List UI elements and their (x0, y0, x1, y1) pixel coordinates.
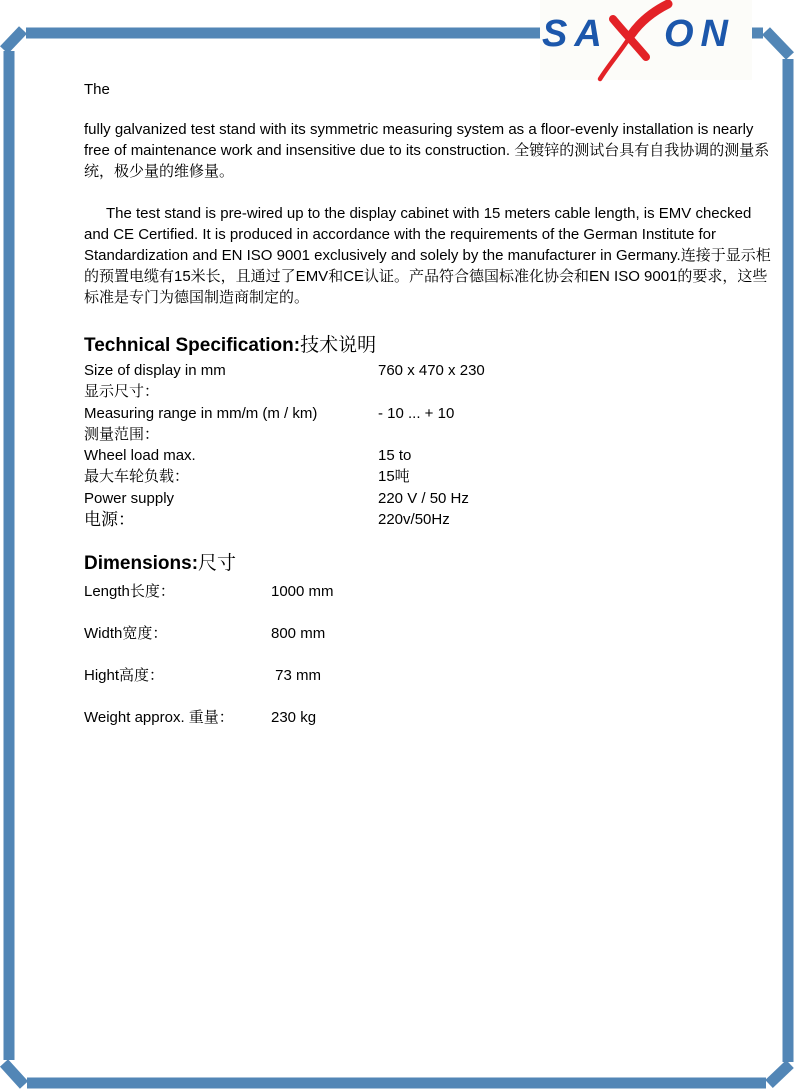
dimensions-table (84, 582, 584, 750)
dimensions-heading-en: Dimensions: (84, 553, 199, 574)
dimension-label: Length长度： (84, 583, 175, 600)
tech-spec-table (84, 360, 744, 530)
dimension-value: 230 kg (271, 709, 317, 726)
dimension-label: Weight approx. 重量： (84, 709, 234, 726)
dimension-label: Width宽度： (84, 625, 168, 642)
tech-spec-heading-zh: 技术说明 (300, 335, 377, 356)
paragraph-1: fully galvanized test stand with its symmetric measuring system as a floor-evenly installation is nearly free of maintenance work and insensitive due to its construction. 全镀锌的测试台具有自我协调的测量系统，极少量的维修量。 (84, 121, 770, 180)
table-row (84, 624, 584, 666)
table-row (84, 381, 744, 402)
table-row (84, 666, 584, 708)
spec-label: 电源： (84, 510, 135, 530)
table-row (84, 360, 744, 381)
dimension-value: 1000 mm (271, 583, 334, 600)
tech-spec-heading (84, 335, 376, 357)
dimensions-heading (84, 553, 236, 575)
spec-value: 15 to (378, 447, 412, 465)
spec-label: Wheel load max. (84, 447, 196, 465)
frame-corner-top-left (4, 30, 23, 50)
logo-letters-sa: SA (542, 13, 609, 55)
spec-value: 220v/50Hz (378, 511, 450, 529)
spec-label: Measuring range in mm/m (m / km) (84, 404, 318, 422)
spec-value (378, 381, 744, 402)
intro-word: The (84, 81, 110, 98)
frame-corner-bottom-right (769, 1064, 790, 1084)
frame-corner-bottom-left (4, 1063, 24, 1085)
dimension-value: 800 mm (271, 625, 326, 642)
spec-value: - 10 ... + 10 (378, 404, 455, 422)
logo-letters-on: ON (664, 13, 735, 55)
frame-corner-top-right (766, 31, 790, 56)
dimensions-heading-zh: 尺寸 (198, 553, 237, 574)
table-row (84, 403, 744, 424)
tech-spec-heading-en: Technical Specification: (84, 335, 301, 356)
dimension-label: Hight高度： (84, 667, 165, 684)
spec-label: 最大车轮负载： (84, 468, 190, 486)
paragraph-2: The test stand is pre-wired up to the display cabinet with 15 meters cable length, is EMV checked and CE Certified. It is produced in accordance with the requirements of the German Institute for Standardization and EN ISO 9001 exclusively and solely by the manufacturer in Germany.连接于显示柜的预置电缆有15米长，且通过了EMV和CE认证。产品符合德国标准化协会和EN ISO 9001的要求，这些标准是专门为德国制造商制定的。 (84, 205, 771, 306)
table-row (84, 509, 744, 530)
table-row (84, 708, 584, 750)
spec-label: Power supply (84, 489, 175, 507)
spec-value (378, 424, 744, 445)
spec-label: 显示尺寸： (84, 383, 160, 401)
spec-value: 220 V / 50 Hz (378, 489, 469, 507)
table-row (84, 466, 744, 487)
spec-value: 15吨 (378, 468, 410, 486)
table-row (84, 424, 744, 445)
spec-label: 测量范围： (84, 425, 160, 443)
spec-value: 760 x 470 x 230 (378, 362, 485, 379)
dimension-value: 73 mm (271, 667, 322, 684)
table-row (84, 582, 584, 624)
spec-label: Size of display in mm (84, 362, 226, 379)
table-row (84, 445, 744, 466)
table-row (84, 488, 744, 509)
